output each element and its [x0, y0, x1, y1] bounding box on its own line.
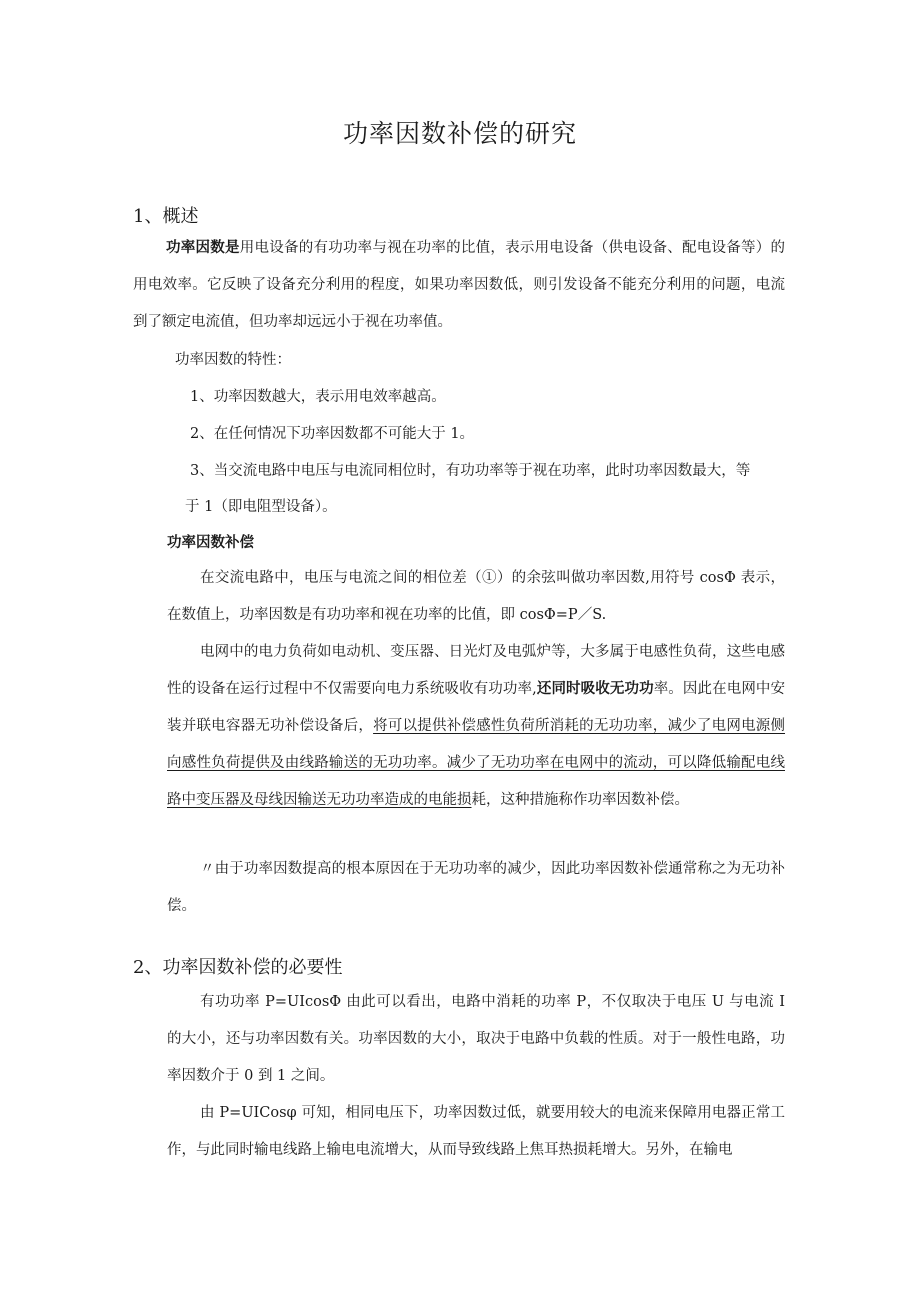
necessity-paragraph-2: 由 P=UICosφ 可知，相同电压下，功率因数过低，就要用较大的电流来保障用电器正常工作，与此同时输电线路上输电电流增大，从而导致线路上焦耳热损耗增大。另外，在输电 [167, 1105, 785, 1158]
compensation-heading: 功率因数补偿 [167, 535, 254, 551]
compensation-paragraph-1: 在交流电路中，电压与电流之间的相位差（①）的余弦叫做功率因数,用符号 cosΦ 表示，在数值上，功率因数是有功功率和视在功率的比值，即 cosΦ=P／S. [167, 570, 785, 623]
compensation-paragraph-3: 〃由于功率因数提高的根本原因在于无功功率的减少，因此功率因数补偿通常称之为无功补偿。 [167, 861, 785, 914]
document-title: 功率因数补偿的研究 [342, 119, 577, 148]
intro-bold-term: 功率因数是 [166, 240, 240, 256]
traits-label: 功率因数的特性： [175, 352, 291, 368]
compensation-paragraph-2: 电网中的电力负荷如电动机、变压器、日光灯及电弧炉等，大多属于电感性负荷，这些电感性的设备在运行过程中不仅需要向电力系统吸收有功功率,还同时吸收无功功率。因此在电网中安装并联电容器无功补偿设备后，将可以提供补偿感性负荷所消耗的无功功率，减少了电网电源侧向感性负荷提供及由线路输送的无功功率。减少了无功功率在电网中的流动，可以降低输配电线路中变压器及母线因输送无功功率造成的电能损耗，这种措施称作功率因数补偿。 [167, 644, 786, 808]
trait-2: 2、在任何情况下功率因数都不可能大于 1。 [190, 426, 475, 442]
section-1-heading: 1、概述 [133, 206, 199, 227]
section-2-heading: 2、功率因数补偿的必要性 [133, 957, 343, 978]
trait-3-line-1: 3、当交流电路中电压与电流同相位时，有功功率等于视在功率，此时功率因数最大，等 [190, 463, 751, 479]
intro-paragraph [133, 230, 785, 341]
intro-text: 用电设备的有功功率与视在功率的比值，表示用电设备（供电设备、配电设备等）的用电效率。它反映了设备充分利用的程度，如果功率因数低，则引发设备不能充分利用的问题，电流到了额定电流值，但功率却远远小于视在功率值。 [133, 240, 786, 330]
trait-3-line-2: 于 1（即电阻型设备）。 [185, 499, 337, 515]
bold-phrase: 还同时吸收无功功 [536, 681, 654, 697]
trait-1: 1、功率因数越大，表示用电效率越高。 [190, 389, 446, 405]
underlined-phrase: 将可以提供补偿感性负荷所消耗的无功功率，减少了电网电源侧向感性负荷提供及由线路输送的无功功率。减少了无功功率在电网中的流动，可以降低输配电线路中变压器及母线因输送无功功率造成的电能损 [167, 718, 786, 808]
necessity-paragraph-1: 有功功率 P=UIcosΦ 由此可以看出，电路中消耗的功率 P，不仅取决于电压 U 与电流 I 的大小，还与功率因数有关。功率因数的大小，取决于电路中负载的性质。对于一般性电路，功率因数介于 0 到 1 之间。 [167, 994, 785, 1084]
